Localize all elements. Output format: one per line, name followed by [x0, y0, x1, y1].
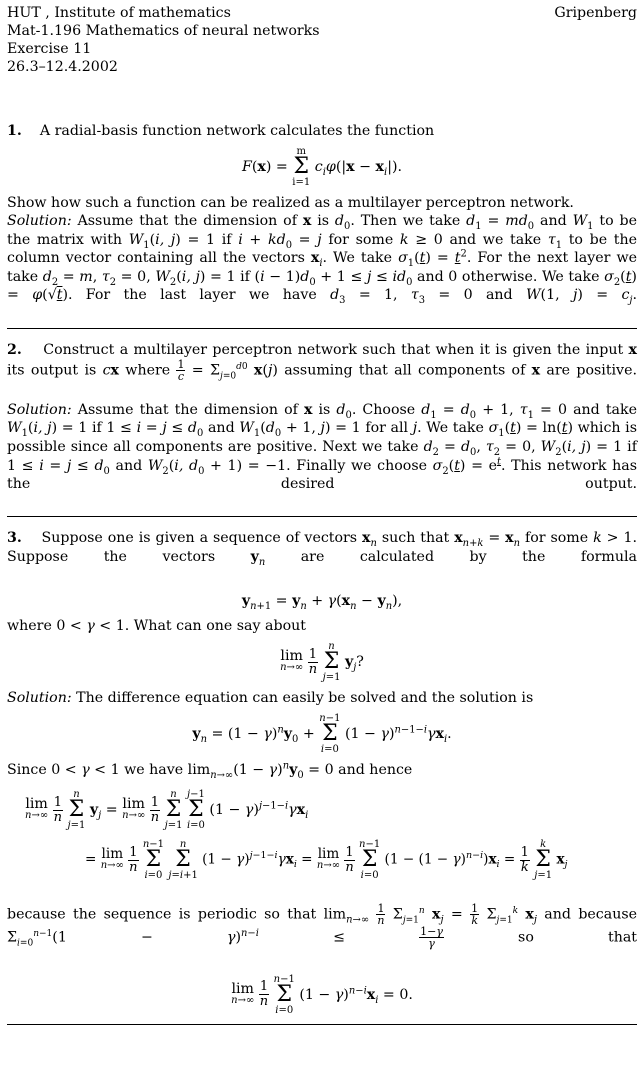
- header-row: [7, 4, 637, 22]
- since-text: Since 0 < γ < 1 we have $\lim_{n\to\infty}(1 - \gamma)^ny_0 = 0$ and hence: [7, 760, 413, 781]
- divider: [7, 516, 637, 517]
- institute-text: HUT , Institute of mathematics: [7, 5, 231, 21]
- problem-1-solution: Solution: Assume that the dimension of x is $d_0$. Then we take $d_1 = md_0$ and $W_1$ to be the matrix with $W_1(i$, j) = 1 if $i + kd_0 = j$ for some k ≥ 0 and we take $\tau_1$ to be the column vector containing all the vectors $x_i$. We take $\sigma_1(t) = t^2$. For the next layer we take $d_2 = m$, $\tau_2 = 0$, $W_2(i$, j) = 1 if $(i - 1)d_0 + 1 \le j \le id_0$ and 0 otherwise. We take $\sigma_2(t) = \varphi(√t)$. For the last layer we have $d_3 = 1$, $\tau_3 = 0$ and W(1, $j) = c_j$.: [7, 213, 637, 307]
- solution-intro: [7, 689, 637, 707]
- solution-label: Solution:: [7, 401, 72, 418]
- because-text: because the sequence is periodic so that $\lim_{n\to\infty}$ $\frac{1}{n}$ $\Sigma_{j=1}^n$ $x_j$ = $\frac{1}{k}$ $\Sigma_{j=1}^k$ $x_j$ and because $\Sigma_{i=0}^{n-1}(1 - \gamma)^{n-i}$ ≤ $\frac{1-\gamma}{\gamma}$ so that: [7, 902, 638, 951]
- equation-limit-question: lim n→∞ $\frac{1}{n}$ n Σ j=1 $y_j$?: [280, 641, 364, 684]
- author-text: Gripenberg: [554, 5, 637, 21]
- equation-chain: lim n→∞ $\frac{1}{n}$ n Σ j=1 $y_j$ = lim n→∞ $\frac{1}{n}$ n Σ j=1 j−1 Σ i=0 $(1 - \gamma)^{j-1-i}\gamma x_i$ = lim n→∞ $\frac{1}{n}$ n−1 Σ i=0 n Σ j=i+1 $(1 - \gamma)^{j-1-i}\gamma x_i$ = lim n→∞ $\frac{1}{n}$ n−1 Σ i=0 $(1 - (1 - \gamma)^{n-i})x_i$ = $\frac{1}{k}$ k Σ j=1 $x_j$: [25, 789, 568, 882]
- document-page: [7, 4, 637, 1037]
- equation-final: lim n→∞ $\frac{1}{n}$ n−1 Σ i=0 $(1 - \gamma)^{n-i}x_i = 0$.: [231, 973, 413, 1016]
- problem-number: 1.: [7, 123, 22, 139]
- solution-intro-text: The difference equation can easily be solved and the solution is: [76, 690, 534, 707]
- equation-recursion: $y_{n+1} = y_n + \gamma(x_n - y_n)$,: [241, 593, 403, 612]
- equation-solution: $y_n = (1 - \gamma)^ny_0$ + n−1 Σ i=0 $(1 - \gamma)^{n-1-i}\gamma x_i$.: [192, 713, 452, 756]
- problem-number: 3.: [7, 530, 22, 547]
- problem-1-statement: [7, 122, 637, 140]
- problem-2: [7, 341, 637, 513]
- divider: [7, 328, 637, 329]
- exercise-text: Exercise 11: [7, 41, 92, 57]
- problem-3: [7, 529, 637, 1015]
- divider: [7, 1024, 637, 1025]
- problem-2-statement: 2. Construct a multilayer perceptron network such that when it is given the input x its output is cx where $\frac{1}{c}$ = $\Sigma_{j=0}^{d0}$ x(j) assuming that all components of x are positive.: [7, 341, 637, 384]
- dates-text: 26.3–12.4.2002: [7, 59, 118, 75]
- problem-1-question: Show how such a function can be realized as a multilayer perceptron network.: [7, 195, 574, 211]
- equation-rbf: F(x) = m Σ i=1 $c_i\varphi(|x - x_i|)$.: [241, 146, 403, 188]
- problem-1: [7, 122, 637, 324]
- after-eq1-text: where 0 < γ < 1. What can one say about: [7, 618, 306, 635]
- problem-number: 2.: [7, 341, 22, 358]
- course-text: Mat-1.196 Mathematics of neural networks: [7, 23, 320, 39]
- solution-label: Solution:: [7, 690, 72, 707]
- problem-3-statement: 3. Suppose one is given a sequence of vectors $x_n$ such that $x_{n+k} = x_n$ for some k > 1. Suppose the vectors $y_n$ are calculated by the formula: [7, 530, 637, 568]
- statement-text: A radial-basis function network calculates the function: [39, 123, 435, 139]
- problem-2-solution: Solution: Assume that the dimension of x is $d_0$. Choose $d_1 = d_0 + 1$, $\tau_1 = 0$ and take $W_1(i$, j) = 1 if $1 \le i = j \le d_0$ and $W_1(d_0 + 1$, j) = 1 for all j. We take $\sigma_1(t) = \ln(t)$ which is possible since all components are positive. Next we take $d_2 = d_0$, $\tau_2 = 0$, $W_2(i$, j) = 1 if $1 \le i = j \le d_0$ and $W_2(i$, $d_0 + 1) = -1$. Finally we choose $\sigma_2(t) = e^t$. This network has the desired output.: [7, 401, 638, 493]
- solution-label: Solution:: [7, 213, 72, 229]
